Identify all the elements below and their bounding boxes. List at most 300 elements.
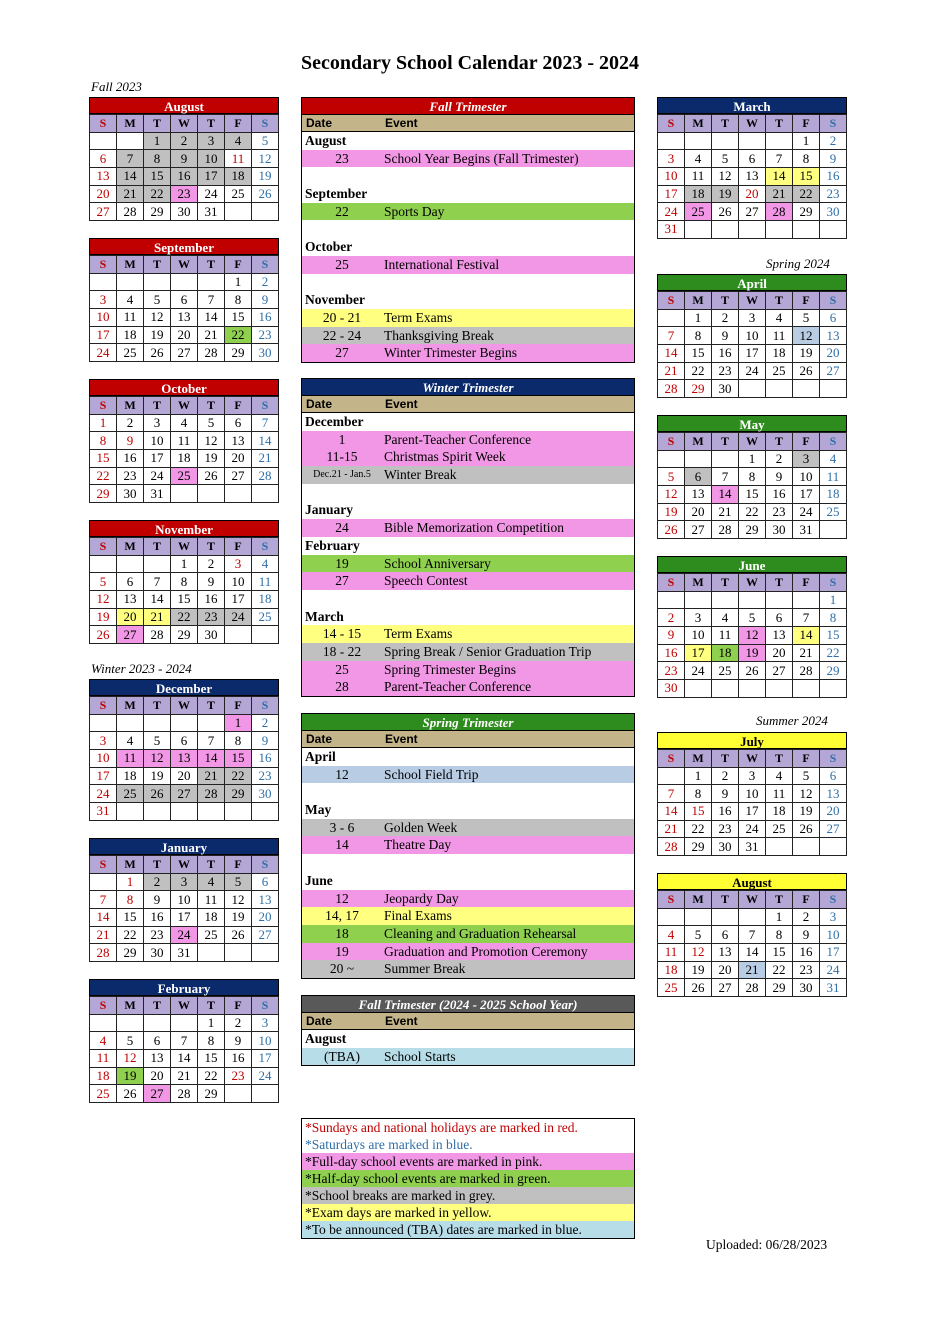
calendar-june — [657, 556, 847, 698]
month-name: December — [305, 414, 364, 429]
day-cell-outside: 31 — [144, 555, 171, 573]
day-cell: 24 — [685, 662, 712, 680]
weekday-header: W — [739, 750, 766, 768]
event-row — [302, 431, 634, 449]
weekday-header: F — [225, 256, 252, 274]
day-cell: 11 — [766, 785, 793, 803]
event-name: Parent-Teacher Conference — [384, 431, 532, 447]
day-cell-outside — [225, 485, 252, 503]
day-cell-outside: 4 — [766, 221, 793, 239]
day-cell: 12 — [252, 150, 279, 168]
event-row — [302, 960, 634, 978]
day-cell: 11 — [90, 1050, 117, 1068]
day-cell: 18 — [820, 486, 847, 504]
day-cell: 28 — [90, 944, 117, 962]
day-cell: 1 — [225, 273, 252, 291]
month-header: August — [657, 873, 847, 890]
event-date: 22 — [335, 203, 349, 219]
day-cell: 7 — [198, 291, 225, 309]
column-event: Event — [385, 732, 418, 746]
event-date: Dec.21 - Jan.5 — [313, 469, 371, 481]
day-cell: 14 — [144, 591, 171, 609]
day-cell: 24 — [739, 820, 766, 838]
column-headers — [301, 1013, 635, 1030]
day-cell: 7 — [658, 785, 685, 803]
day-cell: 1 — [90, 414, 117, 432]
day-cell: 13 — [820, 785, 847, 803]
event-name: Spring Break / Senior Graduation Trip — [384, 643, 592, 659]
day-cell: 12 — [793, 327, 820, 345]
day-cell-outside: 28 — [117, 273, 144, 291]
day-cell: 16 — [712, 803, 739, 821]
day-cell: 3 — [171, 873, 198, 891]
day-cell: 20 — [685, 503, 712, 521]
day-cell: 27 — [820, 362, 847, 380]
day-cell: 18 — [117, 326, 144, 344]
day-cell-outside: 31 — [117, 132, 144, 150]
day-cell: 5 — [252, 132, 279, 150]
day-cell: 8 — [198, 1032, 225, 1050]
day-cell: 29 — [171, 626, 198, 644]
weekday-header: F — [225, 697, 252, 715]
day-cell: 21 — [766, 185, 793, 203]
weekday-header: W — [171, 115, 198, 133]
day-cell: 24 — [90, 785, 117, 803]
day-cell: 3 — [793, 450, 820, 468]
day-cell: 8 — [766, 926, 793, 944]
day-cell: 16 — [198, 591, 225, 609]
day-cell: 20 — [117, 608, 144, 626]
day-cell: 21 — [90, 926, 117, 944]
weekday-header: W — [171, 397, 198, 415]
day-cell: 2 — [793, 908, 820, 926]
weekday-header: S — [658, 891, 685, 909]
weekday-header: T — [198, 538, 225, 556]
day-cell: 27 — [90, 203, 117, 221]
month-name: February — [305, 537, 360, 553]
day-cell: 22 — [117, 926, 144, 944]
day-cell: 6 — [117, 573, 144, 591]
day-cell-outside: 30 — [766, 591, 793, 609]
day-cell-outside: 4 — [820, 380, 847, 398]
day-cell: 28 — [252, 467, 279, 485]
day-cell: 1 — [766, 908, 793, 926]
column-date: Date — [306, 732, 333, 746]
day-cell: 24 — [90, 344, 117, 362]
day-cell: 4 — [820, 450, 847, 468]
day-cell-outside: 3 — [820, 838, 847, 856]
day-cell-outside: 30 — [117, 555, 144, 573]
day-cell: 27 — [712, 979, 739, 997]
event-row — [302, 448, 634, 466]
day-cell: 27 — [766, 662, 793, 680]
weekday-header: T — [198, 397, 225, 415]
day-cell: 13 — [171, 750, 198, 768]
day-cell-outside: 30 — [658, 767, 685, 785]
day-cell: 3 — [144, 414, 171, 432]
weekday-header: S — [658, 115, 685, 133]
weekday-header: M — [685, 292, 712, 310]
weekday-header: W — [171, 697, 198, 715]
day-cell: 15 — [117, 909, 144, 927]
month-header: October — [89, 379, 279, 396]
day-cell-outside: 30 — [171, 273, 198, 291]
day-cell: 24 — [225, 608, 252, 626]
event-name: Parent-Teacher Conference — [384, 679, 532, 695]
day-cell: 31 — [198, 203, 225, 221]
day-cell: 11 — [117, 750, 144, 768]
day-cell: 20 — [144, 1067, 171, 1085]
weekday-header: S — [90, 256, 117, 274]
calendar-february — [89, 979, 279, 1103]
event-month-label — [302, 132, 634, 150]
weekday-header: F — [793, 292, 820, 310]
day-cell: 19 — [225, 909, 252, 927]
day-cell: 14 — [793, 627, 820, 645]
day-cell: 2 — [766, 450, 793, 468]
day-cell: 7 — [144, 573, 171, 591]
day-cell: 18 — [90, 1067, 117, 1085]
day-cell: 18 — [252, 591, 279, 609]
day-cell: 1 — [117, 873, 144, 891]
uploaded-date: Uploaded: 06/28/2023 — [706, 1237, 828, 1252]
day-cell: 2 — [117, 414, 144, 432]
day-cell: 21 — [198, 767, 225, 785]
day-cell: 29 — [225, 785, 252, 803]
column-date: Date — [306, 397, 333, 411]
day-cell-outside: 28 — [144, 714, 171, 732]
day-cell: 11 — [198, 891, 225, 909]
legend — [301, 1118, 635, 1239]
day-cell: 7 — [171, 1032, 198, 1050]
day-cell-outside: 30 — [198, 714, 225, 732]
event-row — [302, 519, 634, 537]
legend-item: *Sundays and national holidays are marked in red. — [302, 1119, 634, 1136]
calendar-july — [657, 732, 847, 856]
day-cell: 30 — [658, 680, 685, 698]
weekday-header: M — [117, 115, 144, 133]
day-cell: 27 — [820, 820, 847, 838]
day-cell: 4 — [90, 1032, 117, 1050]
weekday-header: S — [820, 891, 847, 909]
day-cell: 19 — [712, 185, 739, 203]
day-cell-outside: 5 — [793, 221, 820, 239]
day-cell: 22 — [685, 820, 712, 838]
weekday-header: S — [658, 292, 685, 310]
day-cell-outside — [252, 485, 279, 503]
day-cell: 9 — [171, 150, 198, 168]
month-header: August — [89, 97, 279, 114]
day-cell-outside: 31 — [198, 273, 225, 291]
weekday-header: T — [198, 997, 225, 1015]
event-name: Winter Break — [384, 467, 457, 483]
column-event: Event — [385, 116, 418, 130]
day-cell: 25 — [658, 979, 685, 997]
month-name: September — [305, 186, 368, 202]
weekday-header: M — [117, 256, 144, 274]
day-cell-outside: 31 — [739, 908, 766, 926]
day-cell: 21 — [198, 326, 225, 344]
day-cell-outside: 1 — [685, 221, 712, 239]
event-row — [302, 678, 634, 696]
day-cell: 17 — [252, 1050, 279, 1068]
event-month-label — [302, 608, 634, 626]
event-date: 28 — [335, 679, 349, 695]
weekday-header: T — [144, 256, 171, 274]
month-header: January — [89, 838, 279, 855]
day-cell: 31 — [144, 485, 171, 503]
day-cell: 19 — [658, 503, 685, 521]
event-month-label — [302, 537, 634, 555]
day-cell: 15 — [685, 345, 712, 363]
event-date: 12 — [335, 766, 349, 782]
day-cell: 11 — [171, 432, 198, 450]
day-cell: 14 — [712, 486, 739, 504]
day-cell: 23 — [198, 608, 225, 626]
legend-item: *School breaks are marked in grey. — [302, 1187, 634, 1204]
day-cell: 5 — [793, 767, 820, 785]
day-cell: 26 — [739, 662, 766, 680]
day-cell: 31 — [658, 221, 685, 239]
day-cell: 22 — [685, 362, 712, 380]
trimester-title: Spring Trimester — [301, 713, 635, 731]
weekday-header: F — [225, 397, 252, 415]
day-cell: 5 — [685, 926, 712, 944]
event-month-label — [302, 1030, 634, 1048]
day-cell: 11 — [225, 150, 252, 168]
day-cell: 3 — [90, 732, 117, 750]
day-cell: 26 — [685, 979, 712, 997]
calendar-december — [89, 679, 279, 821]
month-name: March — [305, 608, 344, 624]
event-row — [302, 625, 634, 643]
day-cell: 24 — [739, 362, 766, 380]
day-cell: 27 — [252, 926, 279, 944]
day-cell: 28 — [793, 662, 820, 680]
event-date: 24 — [335, 520, 349, 536]
month-name: June — [305, 872, 333, 888]
day-cell: 4 — [252, 555, 279, 573]
day-cell: 18 — [117, 767, 144, 785]
day-cell: 29 — [685, 838, 712, 856]
day-cell: 29 — [144, 203, 171, 221]
weekday-header: F — [793, 750, 820, 768]
day-cell: 31 — [820, 979, 847, 997]
day-cell: 21 — [658, 362, 685, 380]
day-cell: 23 — [171, 185, 198, 203]
day-cell: 17 — [685, 644, 712, 662]
day-cell: 1 — [144, 132, 171, 150]
day-cell: 16 — [225, 1050, 252, 1068]
day-cell: 30 — [766, 521, 793, 539]
day-cell: 29 — [198, 1085, 225, 1103]
day-cell: 7 — [658, 327, 685, 345]
day-cell: 13 — [90, 168, 117, 186]
weekday-header: W — [739, 115, 766, 133]
day-cell: 8 — [739, 468, 766, 486]
day-cell: 9 — [793, 926, 820, 944]
calendar-november — [89, 520, 279, 644]
day-cell: 15 — [171, 591, 198, 609]
day-cell: 7 — [739, 926, 766, 944]
day-cell: 28 — [198, 344, 225, 362]
day-cell: 30 — [198, 626, 225, 644]
day-cell: 1 — [685, 309, 712, 327]
day-cell: 10 — [252, 1032, 279, 1050]
day-cell-outside — [252, 626, 279, 644]
day-cell: 5 — [658, 468, 685, 486]
day-cell-outside: 31 — [90, 873, 117, 891]
day-cell: 16 — [171, 168, 198, 186]
day-cell: 10 — [225, 573, 252, 591]
day-cell: 1 — [739, 450, 766, 468]
day-cell: 18 — [225, 168, 252, 186]
day-cell: 24 — [252, 1067, 279, 1085]
day-cell: 12 — [712, 168, 739, 186]
day-cell: 4 — [685, 150, 712, 168]
weekday-header: F — [225, 856, 252, 874]
weekday-header: T — [144, 538, 171, 556]
event-date: 18 - 22 — [322, 643, 362, 659]
day-cell: 24 — [198, 185, 225, 203]
weekday-header: T — [712, 891, 739, 909]
day-cell: 3 — [685, 609, 712, 627]
event-name: Graduation and Promotion Ceremony — [384, 943, 588, 959]
day-cell: 25 — [117, 785, 144, 803]
day-cell-outside: 29 — [739, 591, 766, 609]
weekday-header: F — [793, 574, 820, 592]
day-cell-outside: 29 — [144, 273, 171, 291]
day-cell: 6 — [171, 291, 198, 309]
day-cell: 18 — [685, 185, 712, 203]
day-cell-outside: 1 — [685, 680, 712, 698]
day-cell: 4 — [171, 414, 198, 432]
day-cell-outside — [252, 203, 279, 221]
day-cell: 10 — [793, 468, 820, 486]
day-cell-outside: 3 — [171, 803, 198, 821]
weekday-header: T — [766, 292, 793, 310]
weekday-header: M — [117, 997, 144, 1015]
day-cell: 15 — [766, 944, 793, 962]
weekday-header: T — [712, 115, 739, 133]
day-cell: 7 — [198, 732, 225, 750]
day-cell: 13 — [820, 327, 847, 345]
calendar-april — [657, 274, 847, 398]
day-cell: 16 — [117, 450, 144, 468]
trimester-title: Winter Trimester — [301, 378, 635, 396]
day-cell-outside: 29 — [171, 714, 198, 732]
day-cell: 28 — [171, 1085, 198, 1103]
day-cell-outside: 3 — [252, 944, 279, 962]
day-cell: 3 — [198, 132, 225, 150]
day-cell: 30 — [144, 944, 171, 962]
weekday-header: T — [712, 433, 739, 451]
day-cell-outside: 27 — [117, 714, 144, 732]
event-row — [302, 836, 634, 854]
day-cell: 23 — [252, 767, 279, 785]
event-name: International Festival — [384, 256, 500, 272]
month-header: March — [657, 97, 847, 114]
day-cell: 26 — [144, 785, 171, 803]
event-date: 20 ~ — [329, 961, 355, 977]
day-cell: 23 — [225, 1067, 252, 1085]
day-cell: 22 — [793, 185, 820, 203]
weekday-header: T — [766, 433, 793, 451]
day-cell: 18 — [658, 961, 685, 979]
day-cell: 1 — [685, 767, 712, 785]
day-cell-outside: 27 — [90, 273, 117, 291]
day-cell-outside: 1 — [766, 838, 793, 856]
event-name: Term Exams — [384, 309, 453, 325]
day-cell: 30 — [117, 485, 144, 503]
event-name: Sports Day — [384, 203, 445, 219]
event-date: 1 — [338, 431, 346, 447]
event-row — [302, 643, 634, 661]
month-header: April — [657, 274, 847, 291]
month-name: November — [305, 292, 365, 308]
day-cell: 16 — [766, 486, 793, 504]
weekday-header: F — [225, 115, 252, 133]
day-cell: 8 — [685, 785, 712, 803]
day-cell-outside: 25 — [658, 132, 685, 150]
day-cell: 7 — [252, 414, 279, 432]
day-cell: 26 — [793, 820, 820, 838]
day-cell: 28 — [658, 838, 685, 856]
day-cell: 20 — [171, 326, 198, 344]
day-cell: 23 — [658, 662, 685, 680]
event-month-label — [302, 501, 634, 519]
day-cell: 28 — [144, 626, 171, 644]
event-row — [302, 555, 634, 573]
day-cell: 21 — [171, 1067, 198, 1085]
day-cell: 20 — [252, 909, 279, 927]
weekday-header: W — [739, 433, 766, 451]
weekday-header: T — [766, 574, 793, 592]
event-spacer — [302, 167, 634, 185]
weekday-header: T — [198, 697, 225, 715]
weekday-header: S — [252, 538, 279, 556]
day-cell: 31 — [793, 521, 820, 539]
day-cell-outside: 27 — [712, 132, 739, 150]
day-cell: 9 — [820, 150, 847, 168]
day-cell: 30 — [252, 785, 279, 803]
month-header: December — [89, 679, 279, 696]
day-cell: 15 — [739, 486, 766, 504]
day-cell: 4 — [766, 309, 793, 327]
trimester-title: Fall Trimester (2024 - 2025 School Year) — [301, 995, 635, 1013]
day-cell: 26 — [225, 926, 252, 944]
day-cell: 15 — [144, 168, 171, 186]
month-name: May — [305, 802, 332, 818]
day-cell-outside: 6 — [252, 803, 279, 821]
day-cell-outside: 3 — [793, 380, 820, 398]
event-month-label — [302, 413, 634, 431]
day-cell: 5 — [144, 732, 171, 750]
weekday-header: W — [171, 997, 198, 1015]
event-name: Cleaning and Graduation Rehearsal — [384, 925, 577, 941]
day-cell: 28 — [712, 521, 739, 539]
day-cell: 29 — [225, 344, 252, 362]
day-cell-outside: 2 — [144, 803, 171, 821]
day-cell: 29 — [739, 521, 766, 539]
day-cell: 10 — [90, 750, 117, 768]
weekday-header: T — [766, 115, 793, 133]
day-cell: 6 — [225, 414, 252, 432]
day-cell: 10 — [658, 168, 685, 186]
day-cell: 9 — [225, 1032, 252, 1050]
day-cell-outside: 1 — [198, 944, 225, 962]
day-cell: 23 — [144, 926, 171, 944]
